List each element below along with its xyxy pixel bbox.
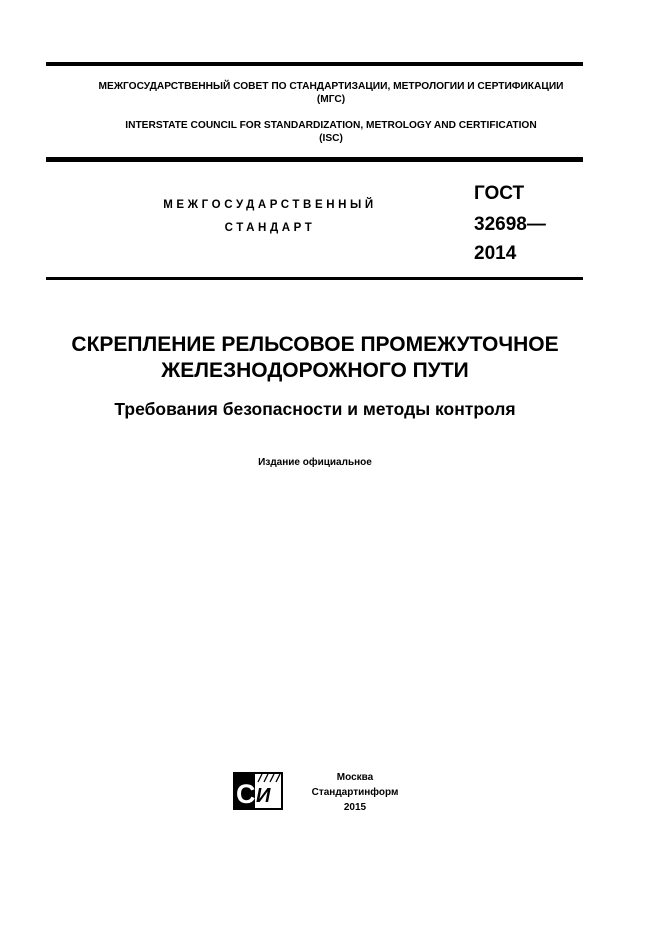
council-en-line1: INTERSTATE COUNCIL FOR STANDARDIZATION, METROLOGY AND CERTIFICATION [125,120,537,131]
document-title-line1: СКРЕПЛЕНИЕ РЕЛЬСОВОЕ ПРОМЕЖУТОЧНОЕ [71,333,559,356]
publisher-city: Москва [336,772,374,783]
gost-label: ГОСТ [474,183,525,204]
edition-label: Издание официальное [258,457,372,468]
top-divider [46,62,583,66]
council-ru-line1: МЕЖГОСУДАРСТВЕННЫЙ СОВЕТ ПО СТАНДАРТИЗАЦИИ, МЕТРОЛОГИИ И СЕРТИФИКАЦИИ [98,81,564,92]
council-name-ru [46,80,616,106]
gost-year: 2014 [474,243,517,264]
document-subtitle: Требования безопасности и методы контроля [114,399,516,419]
svg-text:И: И [256,785,271,807]
standartinform-logo-icon [232,770,286,812]
council-name-en [46,119,616,145]
document-title-line2: ЖЕЛЕЗНОДОРОЖНОГО ПУТИ [161,359,469,382]
council-ru-line2: (МГС) [316,94,346,105]
publication-year: 2015 [343,802,367,813]
bottom-divider [46,277,583,280]
standard-kind-line2: СТАНДАРТ [224,222,316,234]
svg-text:С: С [236,779,256,809]
standard-kind-line1: МЕЖГОСУДАРСТВЕННЫЙ [163,199,377,211]
publisher-name: Стандартинформ [311,787,399,798]
council-en-line2: (ISC) [319,133,343,144]
gost-number: 32698— [474,214,546,235]
middle-divider [46,157,583,162]
